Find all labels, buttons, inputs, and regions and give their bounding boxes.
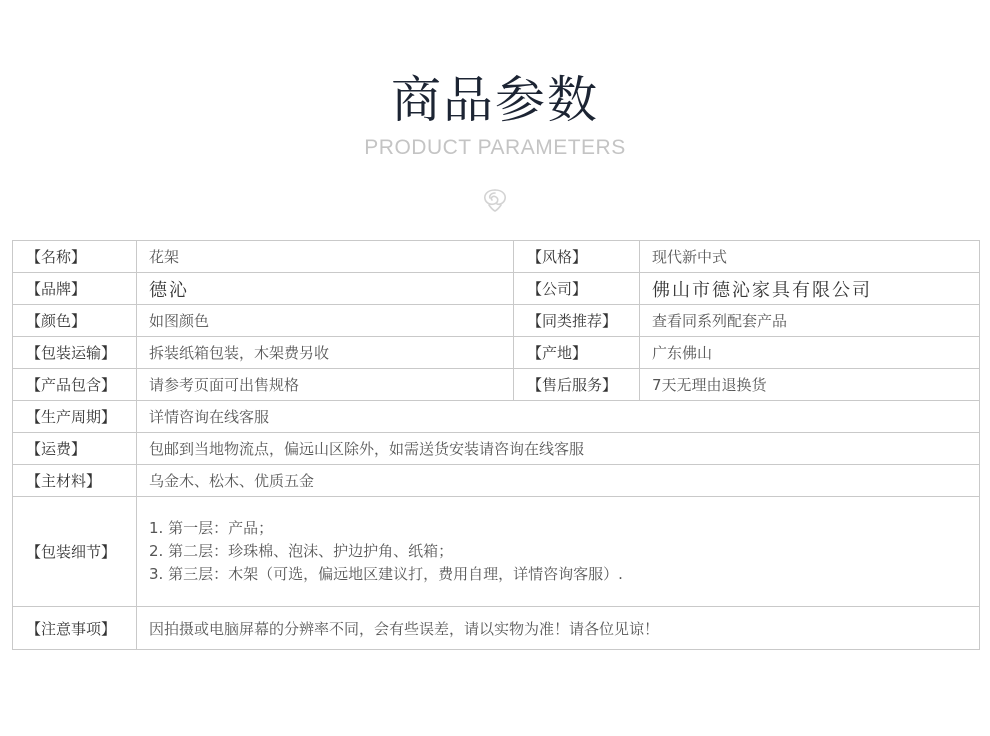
param-value: 乌金木、松木、优质五金 xyxy=(137,465,980,497)
param-value: 如图颜色 xyxy=(137,305,514,337)
param-label: 【品牌】 xyxy=(13,273,137,305)
param-value: 花架 xyxy=(137,241,514,273)
param-value: 德沁 xyxy=(137,273,514,305)
param-label: 【注意事项】 xyxy=(13,607,137,650)
param-label: 【售后服务】 xyxy=(514,369,640,401)
param-label: 【运费】 xyxy=(13,433,137,465)
param-label: 【生产周期】 xyxy=(13,401,137,433)
notice-text: 因拍摄或电脑屏幕的分辨率不同，会有些误差，请以实物为准！请各位见谅！ xyxy=(137,607,980,650)
packaging-details xyxy=(137,497,980,607)
param-value: 现代新中式 xyxy=(640,241,980,273)
table-row xyxy=(13,337,980,369)
packaging-line: 3. 第三层：木架（可选，偏远地区建议打，费用自理，详情咨询客服）. xyxy=(149,565,623,583)
param-label: 【颜色】 xyxy=(13,305,137,337)
page-subtitle: PRODUCT PARAMETERS xyxy=(364,136,626,159)
param-value: 拆装纸箱包装，木架费另收 xyxy=(137,337,514,369)
table-row-packaging xyxy=(13,497,980,607)
product-parameters-table xyxy=(12,240,980,650)
param-label: 【包装运输】 xyxy=(13,337,137,369)
param-value: 查看同系列配套产品 xyxy=(640,305,980,337)
table-row xyxy=(13,305,980,337)
table-row xyxy=(13,369,980,401)
param-label: 【名称】 xyxy=(13,241,137,273)
param-label: 【包装细节】 xyxy=(13,497,137,607)
param-label: 【风格】 xyxy=(514,241,640,273)
table-row xyxy=(13,241,980,273)
param-label: 【产品包含】 xyxy=(13,369,137,401)
page-title: 商品参数 xyxy=(391,71,599,129)
param-value: 佛山市德沁家具有限公司 xyxy=(640,273,980,305)
table-row xyxy=(13,273,980,305)
param-value: 包邮到当地物流点，偏远山区除外，如需送货安装请咨询在线客服 xyxy=(137,433,980,465)
param-label: 【公司】 xyxy=(514,273,640,305)
table-row xyxy=(13,433,980,465)
param-value: 7天无理由退换货 xyxy=(640,369,980,401)
param-label: 【主材料】 xyxy=(13,465,137,497)
cloud-swirl-icon xyxy=(479,184,511,214)
param-value: 请参考页面可出售规格 xyxy=(137,369,514,401)
packaging-line: 1. 第一层：产品； xyxy=(149,519,274,537)
table-row xyxy=(13,465,980,497)
param-value: 广东佛山 xyxy=(640,337,980,369)
table-row-notice xyxy=(13,607,980,650)
param-label: 【同类推荐】 xyxy=(514,305,640,337)
param-value: 详情咨询在线客服 xyxy=(137,401,980,433)
packaging-line: 2. 第二层：珍珠棉、泡沫、护边护角、纸箱； xyxy=(149,542,454,560)
table-row xyxy=(13,401,980,433)
param-label: 【产地】 xyxy=(514,337,640,369)
